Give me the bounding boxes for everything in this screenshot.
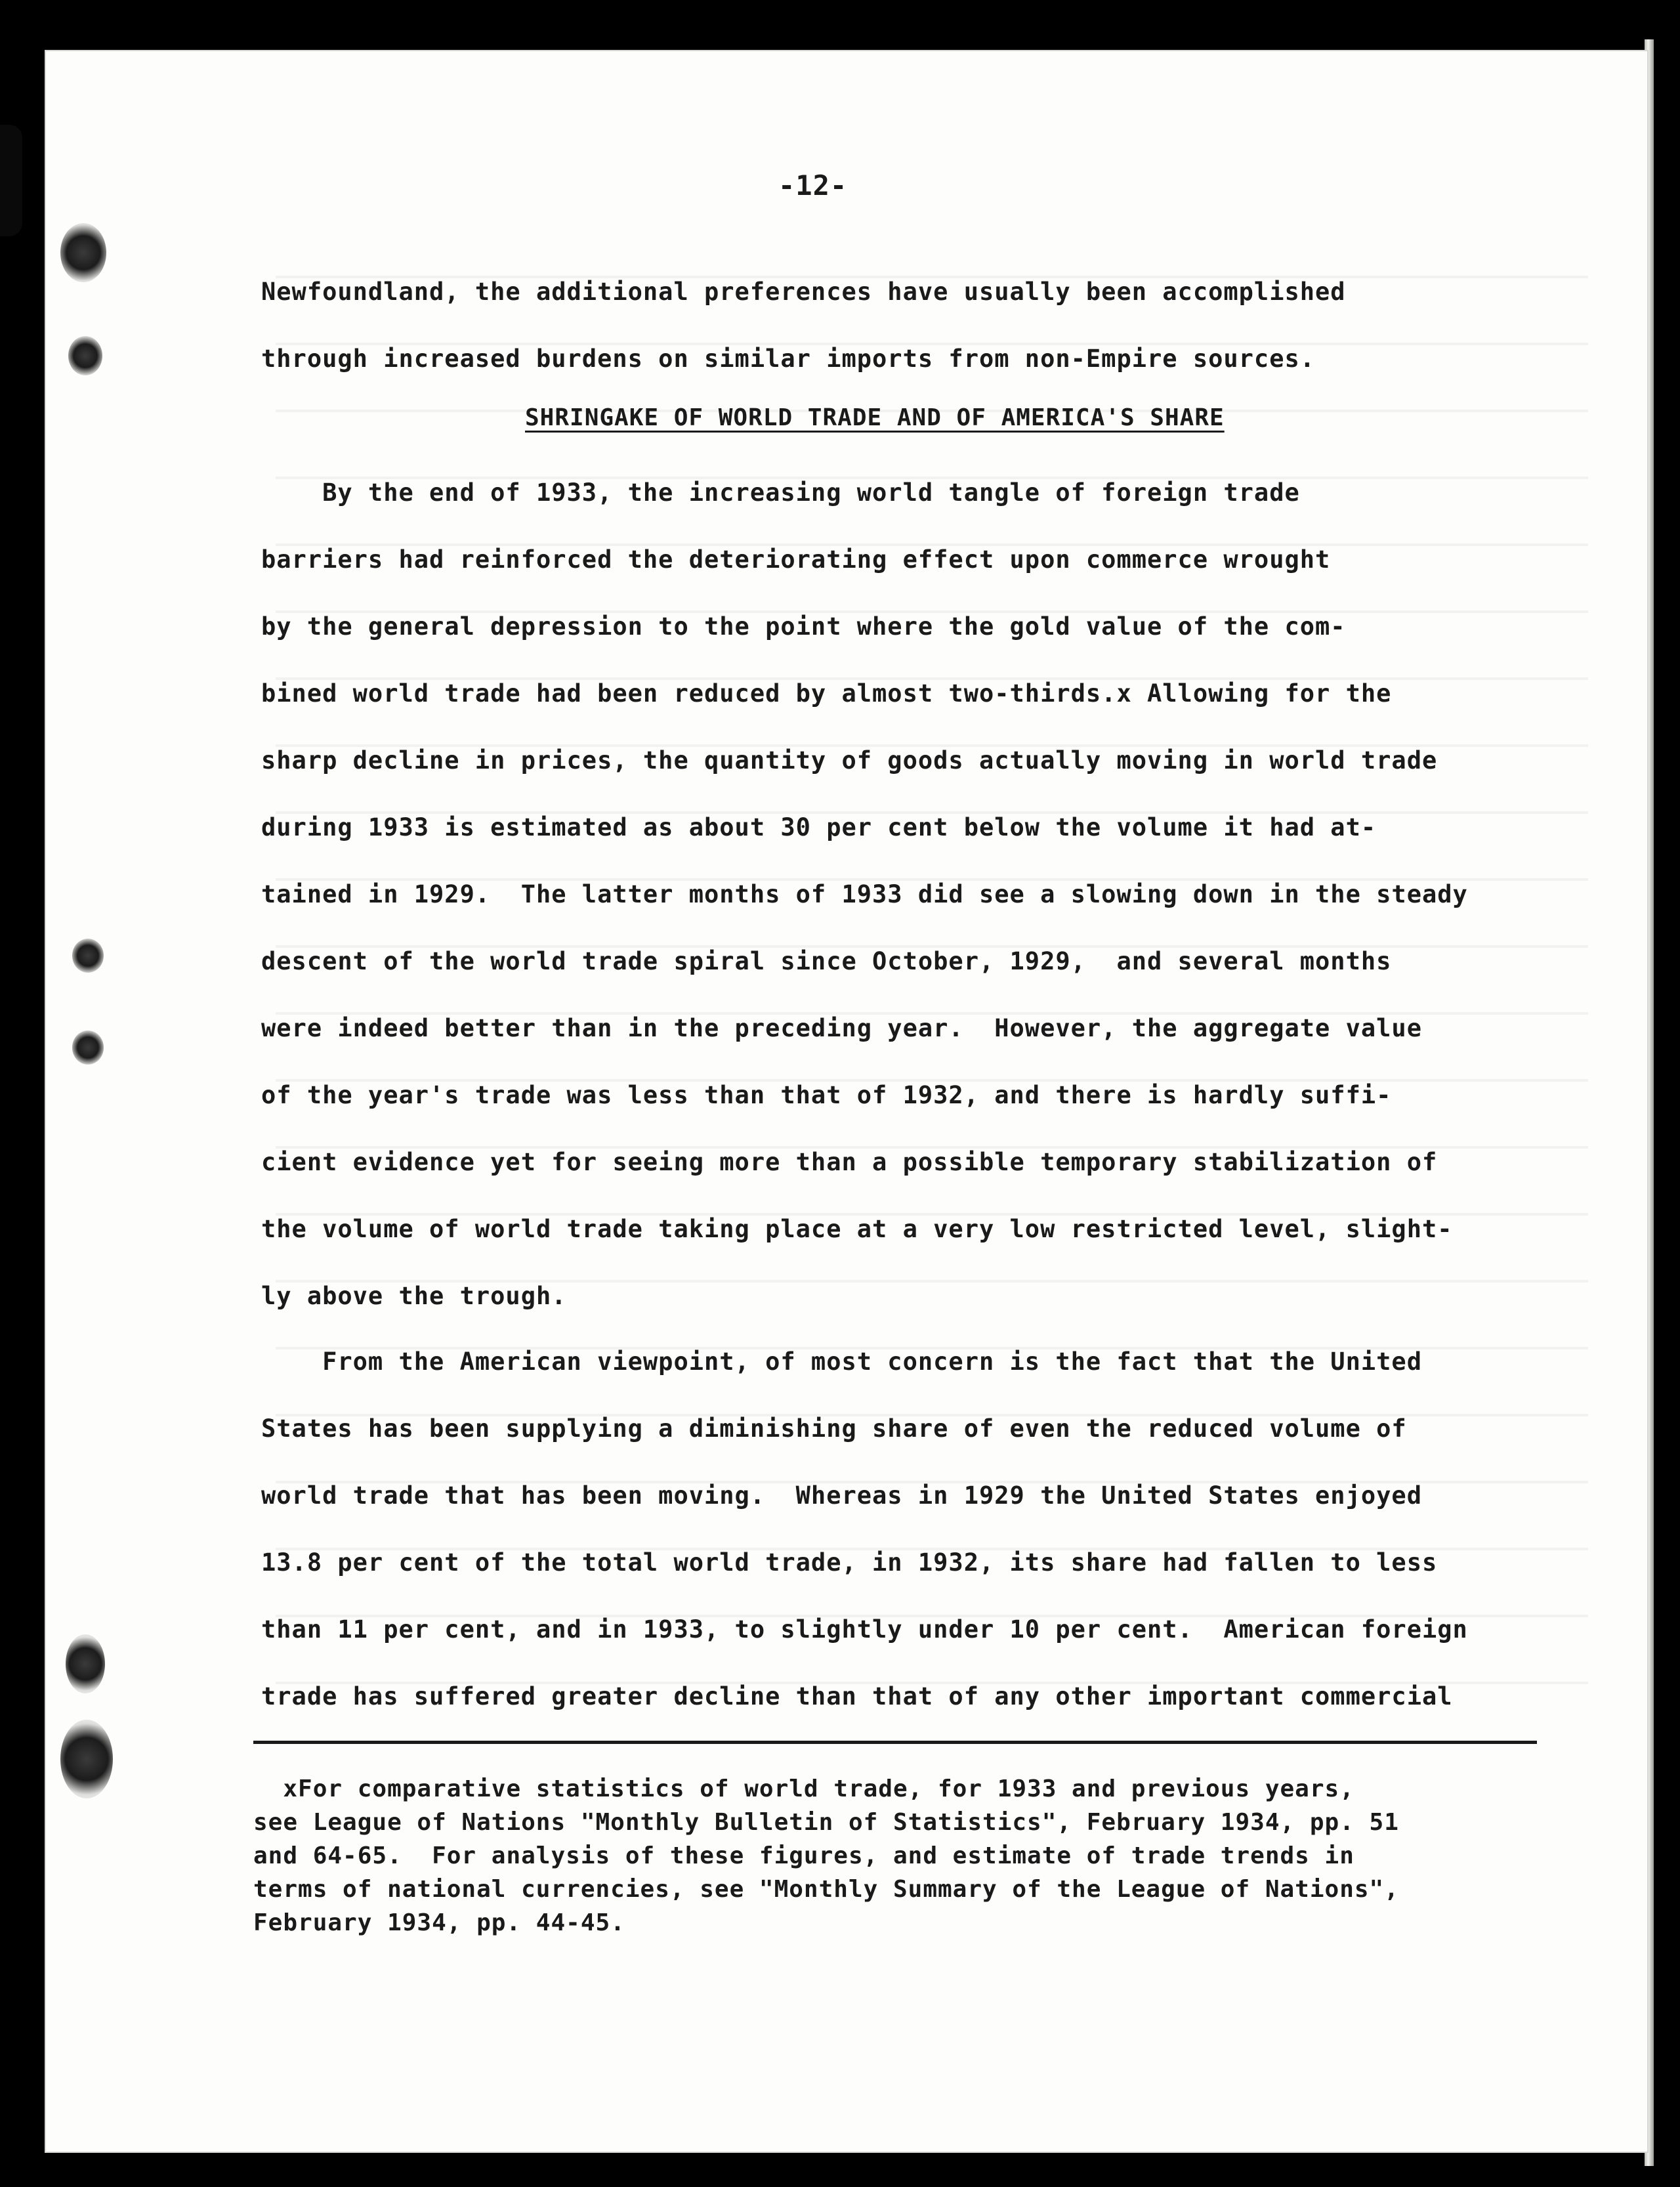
text-line: bined world trade had been reduced by almost two-thirds.x Allowing for the xyxy=(261,679,1392,708)
text-line: by the general depression to the point where the gold value of the com- xyxy=(261,612,1346,641)
text-line: By the end of 1933, the increasing world tangle of foreign trade xyxy=(261,478,1300,507)
text-line: tained in 1929. The latter months of 1933 did see a slowing down in the steady xyxy=(261,880,1468,908)
punch-hole-1 xyxy=(60,223,106,282)
footnote-line: xFor comparative statistics of world trade, for 1933 and previous years, xyxy=(253,1775,1354,1802)
scan-edge-shadow xyxy=(0,125,22,236)
punch-hole-5 xyxy=(66,1634,105,1693)
text-line: Newfoundland, the additional preferences have usually been accomplished xyxy=(261,278,1346,306)
text-line: sharp decline in prices, the quantity of goods actually moving in world trade xyxy=(261,746,1438,775)
text-line: trade has suffered greater decline than that of any other important commercial xyxy=(261,1682,1453,1710)
text-line: through increased burdens on similar imports from non-Empire sources. xyxy=(261,345,1316,373)
text-line: cient evidence yet for seeing more than a possible temporary stabilization of xyxy=(261,1148,1438,1176)
section-heading: SHRINGAKE OF WORLD TRADE AND OF AMERICA'S SHARE xyxy=(525,404,1225,431)
intro-text xyxy=(261,272,1593,406)
text-line: descent of the world trade spiral since October, 1929, and several months xyxy=(261,947,1392,975)
text-line: From the American viewpoint, of most concern is the fact that the United xyxy=(261,1348,1422,1376)
footnote-line: terms of national currencies, see "Monthly Summary of the League of Nations", xyxy=(253,1876,1399,1903)
paragraph-world-trade xyxy=(261,473,1468,1343)
paragraph-american-share xyxy=(261,1342,1468,1743)
text-line: ly above the trough. xyxy=(261,1282,567,1310)
punch-hole-4 xyxy=(72,1030,104,1065)
text-line: than 11 per cent, and in 1933, to slightly under 10 per cent. American foreign xyxy=(261,1615,1468,1644)
text-line: of the year's trade was less than that of 1932, and there is hardly suffi- xyxy=(261,1081,1392,1109)
text-line: the volume of world trade taking place at a very low restricted level, slight- xyxy=(261,1215,1453,1243)
text-line: world trade that has been moving. Whereas in 1929 the United States enjoyed xyxy=(261,1481,1422,1510)
text-line: States has been supplying a diminishing share of even the reduced volume of xyxy=(261,1414,1407,1443)
punch-hole-2 xyxy=(68,336,102,375)
footnote-divider xyxy=(253,1741,1537,1744)
punch-hole-3 xyxy=(72,939,104,973)
footnote-line: see League of Nations "Monthly Bulletin of Statistics", February 1934, pp. 51 xyxy=(253,1809,1399,1836)
footnote-line: February 1934, pp. 44-45. xyxy=(253,1909,625,1936)
footnote xyxy=(253,1772,1399,1940)
text-line: barriers had reinforced the deteriorating effect upon commerce wrought xyxy=(261,545,1331,574)
text-line: were indeed better than in the preceding year. However, the aggregate value xyxy=(261,1014,1422,1042)
page-number: -12- xyxy=(778,169,848,202)
text-line: 13.8 per cent of the total world trade, in 1932, its share had fallen to less xyxy=(261,1548,1438,1577)
footnote-line: and 64-65. For analysis of these figures, and estimate of trade trends in xyxy=(253,1842,1354,1869)
punch-hole-6 xyxy=(60,1720,113,1798)
text-line: during 1933 is estimated as about 30 per cent below the volume it had at- xyxy=(261,813,1377,841)
